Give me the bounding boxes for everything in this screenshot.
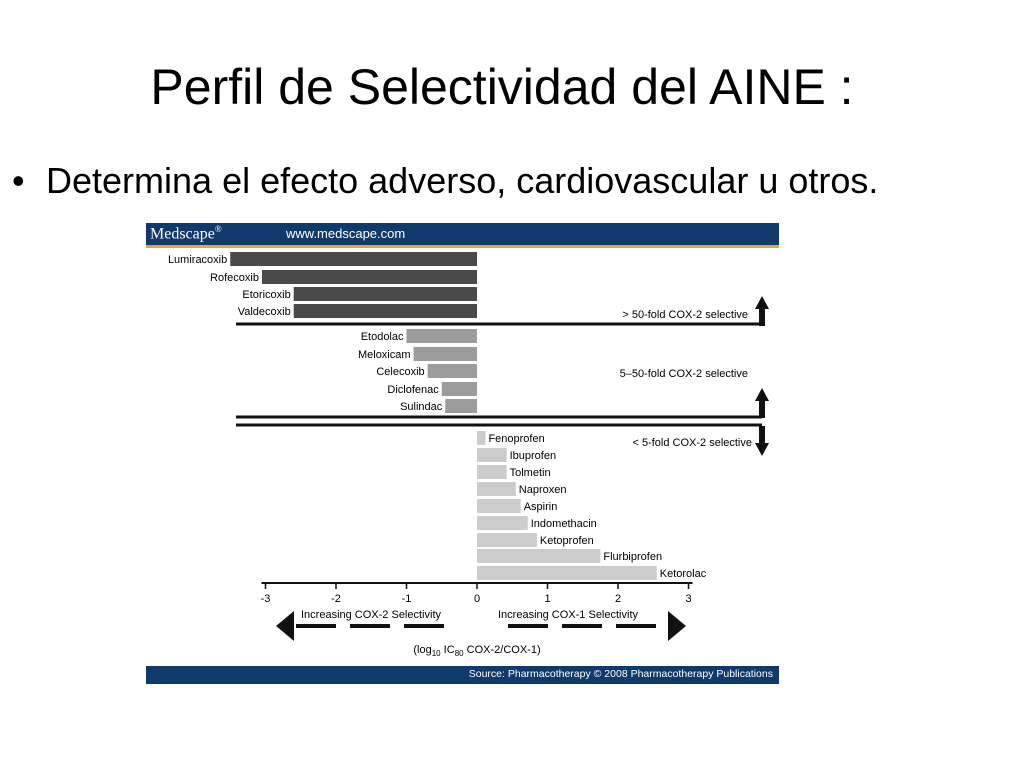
bar-label: Flurbiprofen — [603, 551, 663, 563]
bar-rofecoxib — [262, 270, 477, 284]
site-url: www.medscape.com — [286, 226, 406, 241]
bullet-glyph: • — [12, 160, 25, 201]
bar-ketorolac — [477, 566, 657, 580]
bar-label: Tolmetin — [509, 467, 551, 479]
x-tick-label: 2 — [614, 593, 622, 605]
bar-ketoprofen — [477, 533, 537, 547]
x-tick-label: 3 — [685, 593, 692, 605]
left-arrow-icon — [276, 611, 294, 641]
x-axis-title — [413, 644, 540, 658]
bar-label: Naproxen — [518, 484, 567, 496]
brand-mark: ® — [214, 224, 222, 234]
bar-etodolac — [407, 329, 478, 343]
group-label: 5–50-fold COX-2 selective — [619, 368, 748, 380]
selectivity-chart — [146, 248, 779, 666]
bar-aspirin — [477, 499, 521, 513]
bar-label: Meloxicam — [357, 349, 411, 361]
bar-label: Sulindac — [400, 401, 443, 413]
bar-diclofenac — [442, 382, 477, 396]
bar-label: Aspirin — [523, 501, 558, 513]
cox1-direction-label: Increasing COX-1 Selectivity — [498, 609, 638, 621]
group-label: > 50-fold COX-2 selective — [622, 309, 748, 321]
subscript: 80 — [454, 649, 464, 658]
bar-lumiracoxib — [230, 252, 477, 266]
bullet-item — [12, 160, 878, 202]
bar-fenoprofen — [477, 431, 485, 445]
bar-label: Valdecoxib — [237, 306, 291, 318]
bar-indomethacin — [477, 516, 528, 530]
bar-naproxen — [477, 482, 516, 496]
medscape-logo — [150, 224, 222, 243]
bar-label: Ketoprofen — [539, 535, 594, 547]
subscript: 10 — [431, 649, 441, 658]
bar-label: Diclofenac — [387, 384, 439, 396]
bar-label: Rofecoxib — [210, 272, 259, 284]
bar-etoricoxib — [294, 287, 477, 301]
bar-label: Indomethacin — [530, 518, 597, 530]
bar-valdecoxib — [294, 304, 477, 318]
bar-sulindac — [445, 399, 477, 413]
title-part: COX-2/COX-1) — [463, 644, 541, 656]
down-arrow-icon — [755, 426, 769, 456]
bar-meloxicam — [414, 347, 477, 361]
figure-header-bar — [146, 223, 779, 245]
bar-label: Lumiracoxib — [167, 254, 228, 266]
x-tick-label: -2 — [331, 593, 341, 605]
medscape-figure — [146, 223, 779, 684]
bar-label: Ketorolac — [659, 568, 707, 580]
bar-flurbiprofen — [477, 549, 600, 563]
bar-tolmetin — [477, 465, 507, 479]
bar-label: Fenoprofen — [488, 433, 545, 445]
bar-ibuprofen — [477, 448, 507, 462]
figure-footer-bar — [146, 666, 779, 684]
bar-label: Celecoxib — [376, 366, 425, 378]
title-part: IC — [440, 644, 455, 656]
bar-celecoxib — [428, 364, 477, 378]
group-label: < 5-fold COX-2 selective — [632, 437, 752, 449]
x-tick-label: 1 — [544, 593, 551, 605]
slide-title: Perfil de Selectividad del AINE : — [150, 59, 854, 115]
bar-label: Etoricoxib — [242, 289, 291, 301]
bar-label: Etodolac — [360, 331, 404, 343]
bar-label: Ibuprofen — [509, 450, 557, 462]
title-part: (log — [413, 644, 432, 656]
x-tick-label: -3 — [260, 593, 271, 605]
up-arrow-icon — [755, 388, 769, 418]
brand-name: Medscape — [150, 225, 215, 243]
up-arrow-icon — [755, 296, 769, 326]
x-tick-label: -1 — [401, 593, 412, 605]
source-credit: Source: Pharmacotherapy © 2008 Pharmacotherapy Publications — [468, 668, 773, 680]
cox2-direction-label: Increasing COX-2 Selectivity — [301, 609, 441, 621]
bullet-text: Determina el efecto adverso, cardiovascular u otros. — [46, 160, 879, 201]
x-tick-label: 0 — [473, 593, 481, 605]
right-arrow-icon — [668, 611, 686, 641]
